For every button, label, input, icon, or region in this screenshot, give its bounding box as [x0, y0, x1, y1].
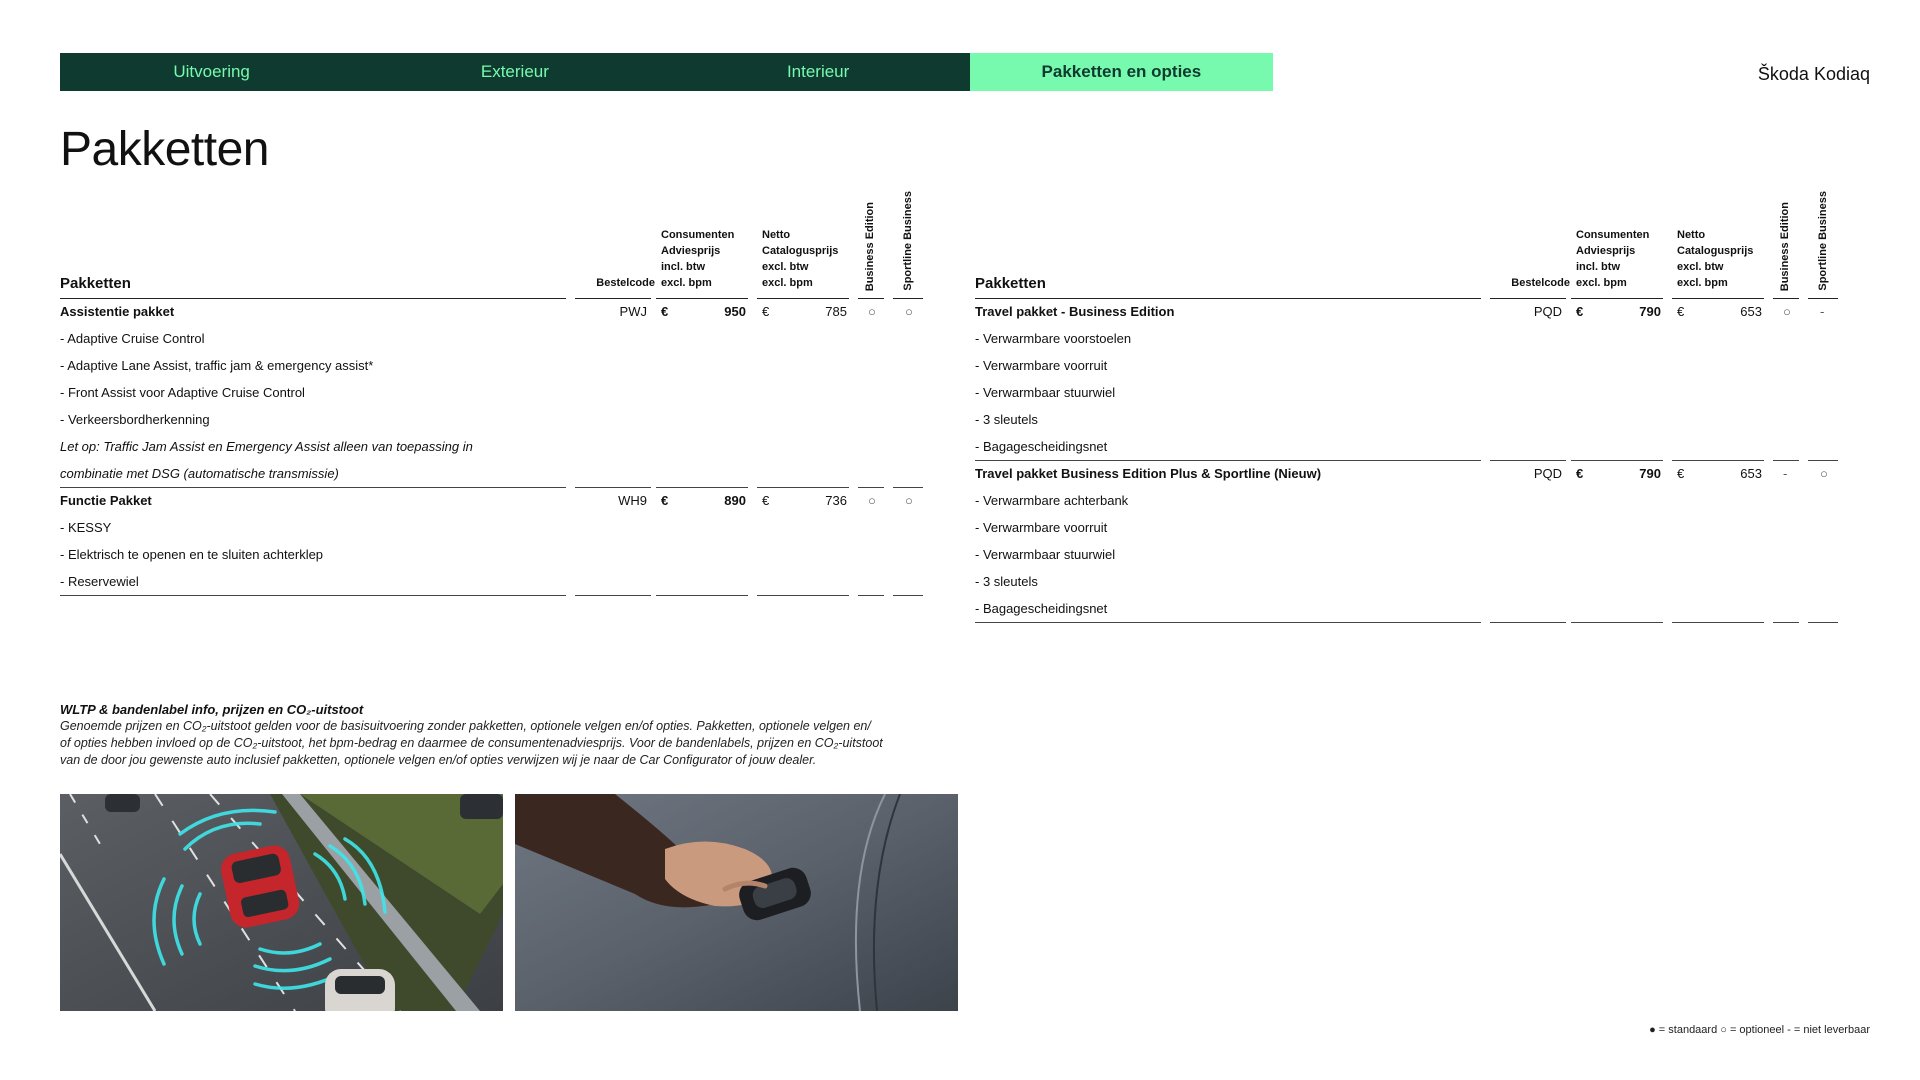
package-item [975, 514, 1850, 541]
package-item [60, 460, 935, 487]
package-item-text: - Bagagescheidingsnet [975, 601, 1108, 616]
package-code: PWJ [619, 304, 647, 319]
consumer-price: 790 [1639, 304, 1661, 319]
column-header-netto-price [1677, 227, 1753, 291]
wltp-info-title: WLTP & bandenlabel info, prijzen en CO₂-uitstoot [60, 702, 364, 717]
package-item-text: - Bagagescheidingsnet [975, 439, 1108, 454]
package-item-text: - Verwarmbare achterbank [975, 493, 1129, 508]
column-header-consumer-price [661, 227, 734, 291]
package-item [975, 541, 1850, 568]
package-item-text: - Verwarmbare voorstoelen [975, 331, 1132, 346]
package-item-text: - Elektrisch te openen en te sluiten achterklep [60, 547, 324, 562]
header-line: excl. bpm [661, 277, 712, 289]
packages-table-left [60, 185, 935, 595]
package-item-text: - Verwarmbare voorruit [975, 358, 1108, 373]
header-line: Netto [1677, 229, 1706, 241]
wltp-info-line: of opties hebben invloed op de CO₂-uitstoot, het bpm-bedrag en daarmee de consumentenadviesprijs. Voor de bandenlabels, prijzen en CO₂-uitstoot [60, 736, 883, 750]
header-line: excl. btw [762, 261, 809, 273]
package-item [60, 568, 935, 595]
package-item [975, 406, 1850, 433]
consumer-price: 890 [724, 493, 746, 508]
package-name: Travel pakket - Business Edition [975, 304, 1175, 319]
wltp-info [60, 702, 960, 769]
section-label: Pakketten [975, 275, 1046, 292]
column-header-netto-price [762, 227, 838, 291]
currency-symbol: € [661, 304, 669, 319]
package-item-text: - Adaptive Lane Assist, traffic jam & emergency assist* [60, 358, 374, 373]
column-header-bestelcode: Bestelcode [1511, 277, 1570, 289]
tab-uitvoering[interactable]: Uitvoering [60, 53, 363, 91]
currency-symbol: € [661, 493, 669, 508]
package-block [975, 298, 1850, 460]
netto-price: 785 [825, 304, 847, 319]
package-item-text: - Verwarmbare voorruit [975, 520, 1108, 535]
header-line: excl. bpm [762, 277, 813, 289]
wltp-info-line: van de door jou gewenste auto inclusief pakketten, optionele velgen en/of opties verwijzen wij je naar de Car Configurator of jouw dealer. [60, 753, 817, 767]
package-item [60, 433, 935, 460]
package-code: PQD [1533, 304, 1562, 319]
netto-price: 653 [1740, 466, 1762, 481]
package-item-text: - 3 sleutels [975, 412, 1038, 427]
package-item [975, 487, 1850, 514]
currency-symbol: € [1677, 466, 1685, 481]
package-item-text: - Adaptive Cruise Control [60, 331, 205, 346]
business-edition-availability: ○ [868, 304, 876, 319]
table-header [60, 185, 935, 298]
package-item-text: - Front Assist voor Adaptive Cruise Control [60, 385, 305, 400]
table-row [975, 460, 1850, 487]
currency-symbol: € [762, 304, 770, 319]
table-row [975, 298, 1850, 325]
package-item [975, 325, 1850, 352]
package-code: WH9 [618, 493, 647, 508]
package-item [975, 352, 1850, 379]
package-block [60, 487, 935, 595]
consumer-price: 950 [724, 304, 746, 319]
package-item [60, 514, 935, 541]
package-item-text: - Reservewiel [60, 574, 139, 589]
business-edition-availability: - [1783, 466, 1788, 481]
tab-pakketten-en-opties[interactable]: Pakketten en opties [970, 53, 1273, 91]
header-line: excl. bpm [1677, 277, 1728, 289]
header-line: excl. btw [1677, 261, 1724, 273]
header-line: Consumenten [661, 229, 735, 241]
wltp-info-line: Genoemde prijzen en CO₂-uitstoot gelden voor de basisuitvoering zonder pakketten, optionele velgen en/of opties. Pakketten, optionele velgen en/ [60, 719, 871, 733]
package-item [60, 379, 935, 406]
package-item [975, 379, 1850, 406]
package-item [975, 433, 1850, 460]
package-item-text: - Verwarmbaar stuurwiel [975, 385, 1116, 400]
package-name: Assistentie pakket [60, 304, 175, 319]
netto-price: 653 [1740, 304, 1762, 319]
header-line: excl. bpm [1576, 277, 1627, 289]
currency-symbol: € [1576, 466, 1584, 481]
sportline-business-availability: ○ [905, 493, 913, 508]
table-row [60, 487, 935, 514]
photo-kessy-keyfob [515, 794, 958, 1011]
currency-symbol: € [1677, 304, 1685, 319]
package-item-text: combinatie met DSG (automatische transmissie) [60, 466, 339, 481]
package-block [975, 460, 1850, 622]
section-tabs [60, 53, 1273, 91]
package-item-text: - KESSY [60, 520, 112, 535]
header-line: Consumenten [1576, 229, 1650, 241]
package-item-text: - Verkeersbordherkenning [60, 412, 210, 427]
package-item [60, 352, 935, 379]
tab-exterieur[interactable]: Exterieur [363, 53, 666, 91]
package-item [60, 325, 935, 352]
header-line: Adviesprijs [661, 245, 721, 257]
column-header-sportline-business: Sportline Business [1817, 191, 1829, 291]
sportline-business-availability: - [1820, 304, 1825, 319]
brand-model-name: Škoda Kodiaq [1757, 64, 1870, 84]
column-header-sportline-business: Sportline Business [902, 191, 914, 291]
wltp-info-text [60, 718, 960, 769]
header-line: incl. btw [1576, 261, 1620, 273]
package-item-text: Let op: Traffic Jam Assist en Emergency Assist alleen van toepassing in [60, 439, 473, 454]
header-line: Adviesprijs [1576, 245, 1636, 257]
package-item [975, 595, 1850, 622]
header-line: Netto [762, 229, 791, 241]
table-header [975, 185, 1850, 298]
tab-interieur[interactable]: Interieur [667, 53, 970, 91]
column-header-business-edition: Business Edition [1779, 201, 1791, 291]
header-line: Catalogusprijs [762, 245, 839, 257]
package-item [975, 568, 1850, 595]
column-header-bestelcode: Bestelcode [596, 277, 655, 289]
package-item [60, 406, 935, 433]
package-item-text: - Verwarmbaar stuurwiel [975, 547, 1116, 562]
netto-price: 736 [825, 493, 847, 508]
table-row [60, 298, 935, 325]
section-label: Pakketten [60, 275, 131, 292]
package-name: Functie Pakket [60, 493, 152, 508]
currency-symbol: € [1576, 304, 1584, 319]
business-edition-availability: ○ [1783, 304, 1791, 319]
package-item [60, 541, 935, 568]
packages-table-right [975, 185, 1850, 622]
package-block [60, 298, 935, 487]
package-item-text: - 3 sleutels [975, 574, 1038, 589]
header-line: incl. btw [661, 261, 705, 273]
availability-legend: ● = standaard ○ = optioneel - = niet leverbaar [1649, 1024, 1870, 1036]
business-edition-availability: ○ [868, 493, 876, 508]
header-line: Catalogusprijs [1677, 245, 1754, 257]
consumer-price: 790 [1639, 466, 1661, 481]
photo-highway-assist [60, 794, 503, 1011]
sportline-business-availability: ○ [905, 304, 913, 319]
page-title: Pakketten [60, 123, 269, 176]
column-header-consumer-price [1576, 227, 1649, 291]
currency-symbol: € [762, 493, 770, 508]
sportline-business-availability: ○ [1820, 466, 1828, 481]
package-code: PQD [1533, 466, 1562, 481]
column-header-business-edition: Business Edition [864, 201, 876, 291]
package-name: Travel pakket Business Edition Plus & Sportline (Nieuw) [975, 466, 1322, 481]
